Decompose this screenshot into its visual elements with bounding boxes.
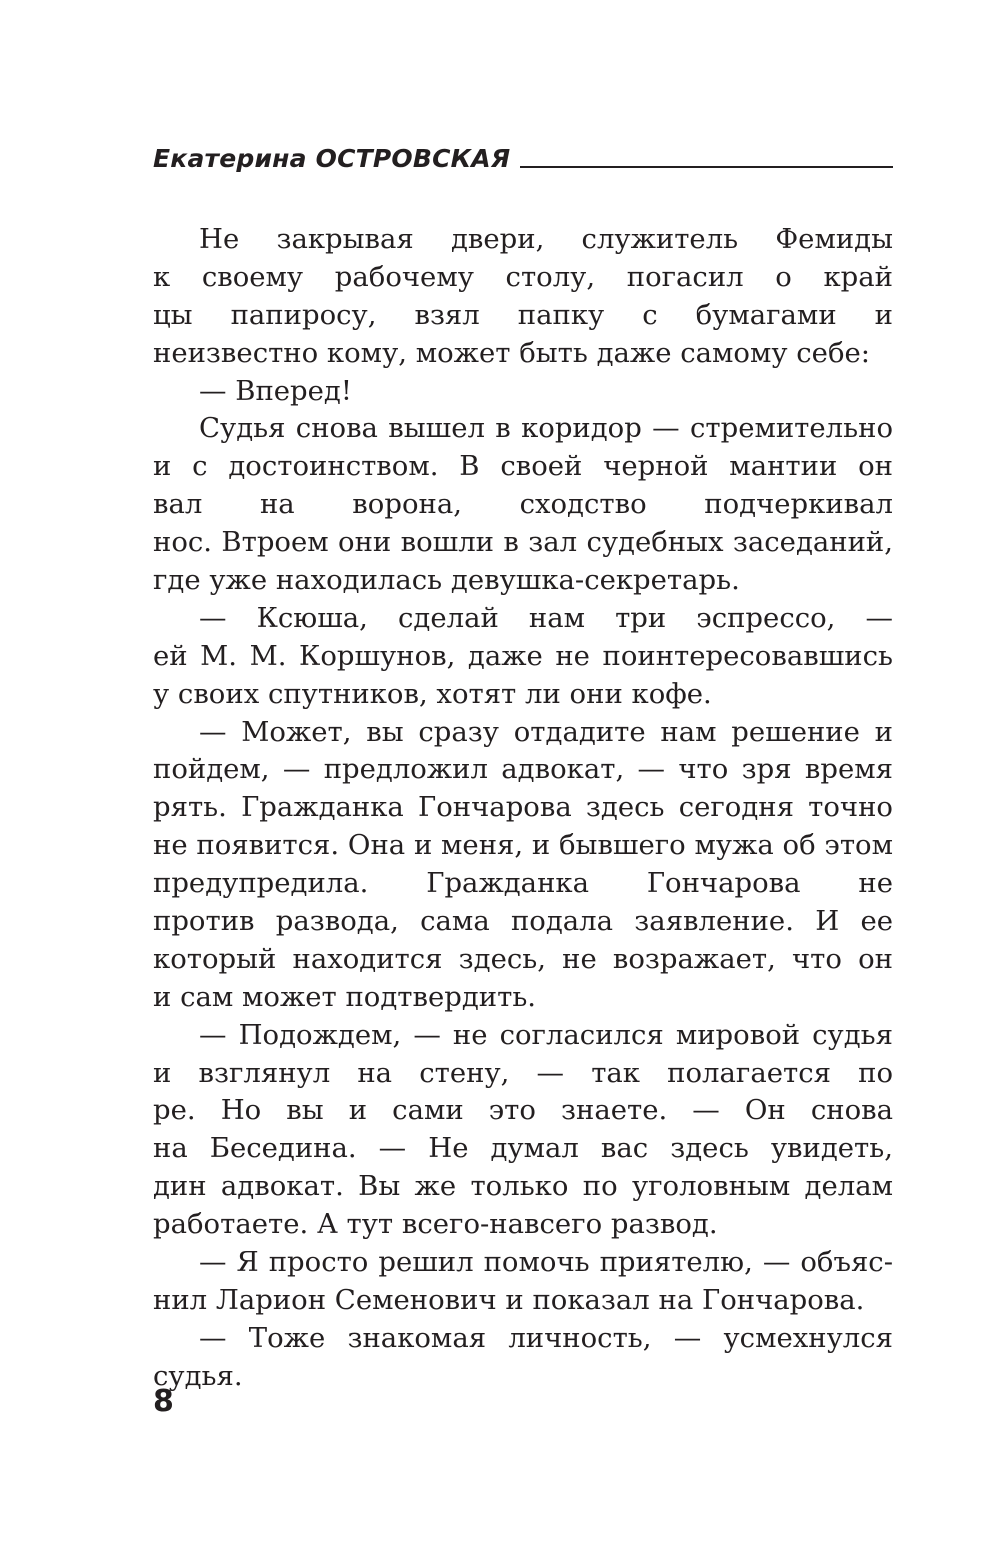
text-line: который находится здесь, не возражает, что он xyxy=(153,942,893,975)
header-rule xyxy=(520,166,893,168)
text-line: к своему рабочему столу, погасил о край xyxy=(153,260,893,293)
text-line: у своих спутников, хотят ли они кофе. xyxy=(153,677,712,710)
text-line: — Может, вы сразу отдадите нам решение и xyxy=(199,715,893,748)
text-line: и сам может подтвердить. xyxy=(153,980,537,1013)
text-line: не появится. Она и меня, и бывшего мужа об этом xyxy=(153,829,893,862)
text-line: дин адвокат. Вы же только по уголовным делам xyxy=(153,1170,893,1203)
text-line: нил Ларион Семенович и показал на Гончарова. xyxy=(153,1283,865,1316)
text-line: пойдем, — предложил адвокат, — что зря время xyxy=(153,753,893,786)
text-line: работаете. А тут всего-навсего развод. xyxy=(153,1208,718,1241)
text-line: Не закрывая двери, служитель Фемиды xyxy=(199,223,893,255)
page-number: 8 xyxy=(153,1384,174,1419)
text-line: вал на ворона, сходство подчеркивал xyxy=(153,488,893,521)
text-line: против развода, сама подала заявление. И ее xyxy=(153,905,893,938)
text-line: Судья снова вышел в коридор — стремительно xyxy=(199,412,893,445)
author-name: Екатерина ОСТРОВСКАЯ xyxy=(153,144,511,173)
text-line: ре. Но вы и сами это знаете. — Он снова xyxy=(153,1094,893,1127)
text-line: и с достоинством. В своей черной мантии он xyxy=(153,450,893,483)
text-line: на Беседина. — Не думал вас здесь увидеть, xyxy=(153,1132,893,1165)
text-line: неизвестно кому, может быть даже самому себе: xyxy=(153,336,871,369)
text-line: рять. Гражданка Гончарова здесь сегодня точно xyxy=(153,791,893,824)
text-line: нос. Втроем они вошли в зал судебных заседаний, xyxy=(153,526,893,559)
text-line: цы папиросу, взял папку с бумагами и xyxy=(153,298,893,331)
text-line: — Подождем, — не согласился мировой судья xyxy=(199,1018,893,1051)
text-line: судья. xyxy=(153,1359,243,1392)
text-line: — Тоже знакомая личность, — усмехнулся xyxy=(199,1321,893,1354)
text-line: — Ксюша, сделай нам три эспрессо, — xyxy=(199,601,893,634)
running-header xyxy=(153,140,893,174)
text-line: предупредила. Гражданка Гончарова не xyxy=(153,867,893,900)
text-line: — Я просто решил помочь приятелю, — объяс- xyxy=(199,1246,893,1279)
body-text xyxy=(153,221,893,1396)
text-line: где уже находилась девушка-секретарь. xyxy=(153,564,740,597)
text-line: и взглянул на стену, — так полагается по xyxy=(153,1056,893,1089)
text-line: ей М. М. Коршунов, даже не поинтересовавшись xyxy=(153,639,893,672)
text-line: — Вперед! xyxy=(199,374,352,407)
